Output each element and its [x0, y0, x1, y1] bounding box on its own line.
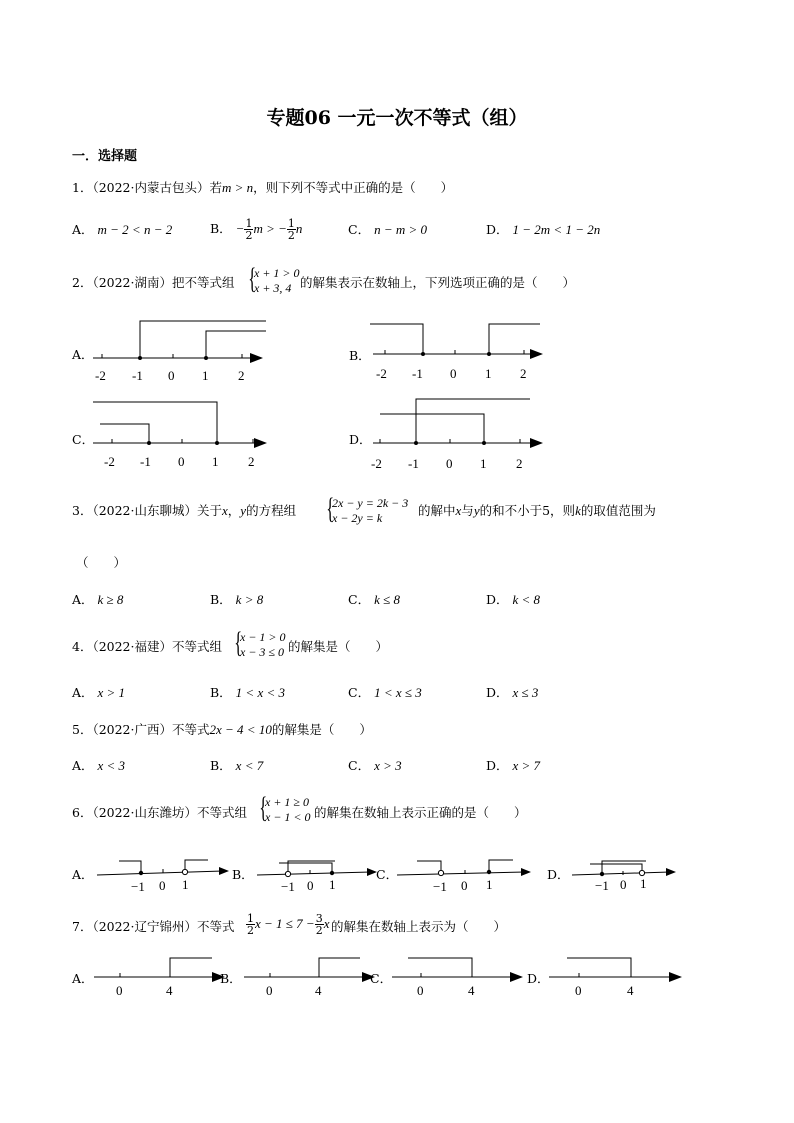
q4-option-d[interactable]: D． x ≤ 3: [486, 685, 539, 700]
tick-label: −1: [595, 878, 609, 893]
tick-label: 0: [168, 368, 175, 383]
tick-label: −1: [433, 879, 447, 894]
question-5-stem: 5．（2022·广西）不等式2x − 4 < 10的解集是（ ）: [72, 722, 372, 737]
q1-stem-a: 1．（2022·内蒙古包头）若: [72, 180, 222, 195]
tick-label: 2: [516, 456, 523, 471]
q3-stem-tail: 的解中x与y的和不小于5，则k的取值范围为: [418, 503, 656, 518]
q2-numberline-a: [88, 318, 273, 388]
q6-numberline-a: [95, 855, 235, 895]
q2-option-b[interactable]: B．: [349, 348, 371, 363]
tick-label: -2: [371, 456, 382, 471]
q6-stem-a: 6．（2022·山东潍坊）不等式组: [72, 805, 247, 820]
q2-option-c[interactable]: C．: [72, 432, 95, 447]
tick-label: 2: [238, 368, 245, 383]
tick-label: 1: [212, 454, 219, 469]
q4-stem-a: 4．（2022·福建）不等式组: [72, 639, 222, 654]
q7-numberline-c: [390, 955, 535, 1000]
tick-label: 0: [575, 983, 582, 998]
tick-label: 1: [486, 877, 493, 892]
q7-stem-b: 的解集在数轴上表示为（ ）: [331, 919, 507, 934]
tick-label: -2: [104, 454, 115, 469]
q6-numberline-d: [570, 853, 685, 895]
q7-option-b[interactable]: B．: [220, 971, 242, 986]
q2-stem-a: 2．（2022·湖南）把不等式组: [72, 275, 235, 290]
q4-system: { x − 1 > 0 x − 3 ≤ 0: [234, 626, 286, 659]
q3-option-d[interactable]: D． k < 8: [486, 592, 541, 607]
tick-label: −1: [281, 879, 295, 894]
section-heading: 一．选择题: [72, 149, 138, 164]
q7-numberline-b: [242, 955, 382, 1000]
q2-option-d[interactable]: D．: [349, 432, 372, 447]
q1-stem-b: ，则下列不等式中正确的是（ ）: [253, 180, 454, 195]
q4-option-a[interactable]: A． x > 1: [72, 685, 126, 700]
tick-label: 1: [202, 368, 209, 383]
q2-stem-b: 的解集表示在数轴上，下列选项正确的是（ ）: [300, 275, 576, 290]
tick-label: 4: [166, 983, 173, 998]
tick-label: 1: [480, 456, 487, 471]
q4-stem-b: 的解集是（ ）: [288, 639, 389, 654]
q6-numberline-c: [395, 855, 540, 895]
q3-system: { 2x − y = 2k − 3 x − 2y = k: [326, 492, 409, 525]
q2-numberline-b: [368, 318, 553, 388]
question-1-stem: [72, 180, 453, 196]
q7-option-a[interactable]: A．: [72, 971, 94, 986]
tick-label: 1: [640, 876, 647, 891]
tick-label: 0: [266, 983, 273, 998]
q1-option-b[interactable]: B． − $\frac{1}{2}$ m > − $\frac{1}{2}$ n: [210, 217, 303, 242]
tick-label: -1: [132, 368, 143, 383]
q7-stem-a: 7．（2022·辽宁锦州）不等式: [72, 919, 235, 934]
q6-option-a[interactable]: A．: [72, 867, 94, 882]
tick-label: −1: [131, 879, 145, 894]
q4-option-b[interactable]: B． 1 < x < 3: [210, 685, 285, 700]
q3-option-c[interactable]: C． k ≤ 8: [348, 592, 400, 607]
q4-option-c[interactable]: C． 1 < x ≤ 3: [348, 685, 422, 700]
tick-label: 0: [461, 878, 468, 893]
tick-label: 0: [159, 878, 166, 893]
q3-option-b[interactable]: B． k > 8: [210, 592, 264, 607]
q1-option-d[interactable]: D． 1 − 2m < 1 − 2n: [486, 222, 601, 237]
q2-numberline-d: [368, 396, 553, 470]
q6-numberline-b: [255, 853, 385, 895]
tick-label: 4: [315, 983, 322, 998]
tick-label: 2: [248, 454, 255, 469]
q6-option-c[interactable]: C．: [376, 867, 399, 882]
q6-option-b[interactable]: B．: [232, 867, 254, 882]
tick-label: 1: [329, 877, 336, 892]
q2-option-a[interactable]: A．: [72, 347, 94, 362]
q1-condition: m > n: [222, 180, 254, 195]
tick-label: 0: [417, 983, 424, 998]
q5-option-d[interactable]: D． x > 7: [486, 758, 541, 773]
page-title: 专题06 一元一次不等式（组）: [266, 107, 528, 129]
tick-label: -2: [376, 366, 387, 381]
tick-label: 0: [620, 877, 627, 892]
tick-label: 1: [485, 366, 492, 381]
q5-option-b[interactable]: B． x < 7: [210, 758, 264, 773]
tick-label: 0: [116, 983, 123, 998]
q7-option-d[interactable]: D．: [527, 971, 550, 986]
q6-option-d[interactable]: D．: [547, 867, 570, 882]
q3-answer-paren: （ ）: [76, 555, 127, 570]
q7-numberline-d: [547, 955, 692, 1000]
q5-option-c[interactable]: C． x > 3: [348, 758, 402, 773]
q1-option-c[interactable]: C． n − m > 0: [348, 222, 427, 237]
q2-numberline-c: [88, 398, 273, 470]
tick-label: 0: [446, 456, 453, 471]
tick-label: 0: [307, 878, 314, 893]
tick-label: -1: [408, 456, 419, 471]
tick-label: -2: [95, 368, 106, 383]
tick-label: 0: [450, 366, 457, 381]
question-3-stem: 3．（2022·山东聊城）关于x，y的方程组: [72, 503, 297, 518]
q7-option-c[interactable]: C．: [370, 971, 393, 986]
tick-label: 4: [468, 983, 475, 998]
q3-option-a[interactable]: A． k ≥ 8: [72, 592, 124, 607]
q2-system: { x + 1 > 0 x + 3, 4: [248, 262, 300, 295]
tick-label: -1: [412, 366, 423, 381]
tick-label: 4: [627, 983, 634, 998]
q5-option-a[interactable]: A． x < 3: [72, 758, 126, 773]
q1-option-a[interactable]: A． m − 2 < n − 2: [72, 222, 173, 237]
q6-stem-b: 的解集在数轴上表示正确的是（ ）: [314, 805, 527, 820]
q7-numberline-a: [92, 955, 232, 1000]
tick-label: -1: [140, 454, 151, 469]
q6-system: { x + 1 ≥ 0 x − 1 < 0: [259, 791, 311, 824]
tick-label: 0: [178, 454, 185, 469]
tick-label: 2: [520, 366, 527, 381]
tick-label: 1: [182, 877, 189, 892]
q7-inequality: $\frac{1}{2}$ x − 1 ≤ 7 − $\frac{3}{2}$ x: [247, 912, 330, 937]
